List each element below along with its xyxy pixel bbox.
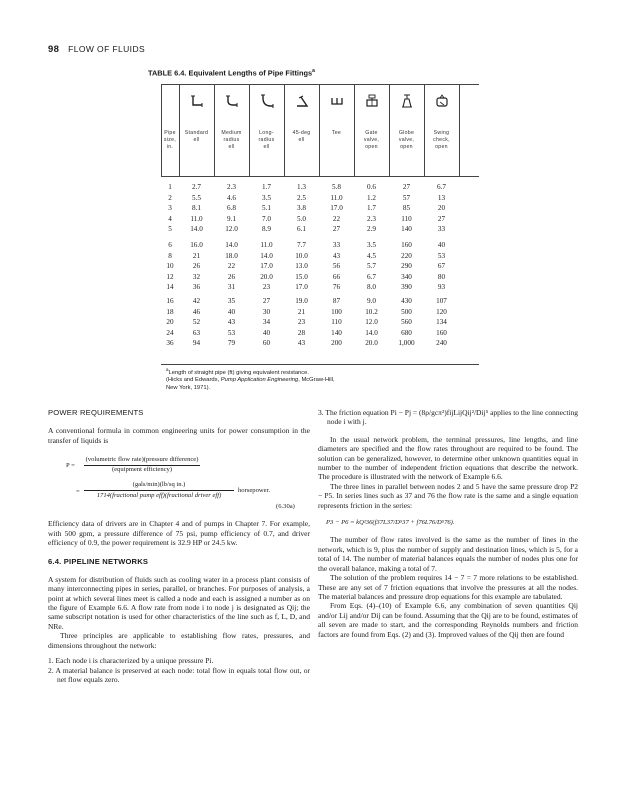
table-cell: 1,000: [398, 339, 415, 347]
column-header-line: radius: [258, 137, 275, 143]
table-cell: 6.8: [227, 204, 236, 212]
table-cell: 5.7: [367, 262, 376, 270]
list-item: 2. A material balance is preserved at each node: total flow in equals total flow out, or net flow equals zero.: [48, 665, 310, 684]
table-title-note: a: [312, 68, 315, 74]
table-cell: 390: [401, 283, 412, 291]
right-column: [318, 408, 578, 639]
pipe-size-cell: 2: [168, 193, 172, 202]
paragraph: Three principles are applicable to establishing flow rates, pressures, and dimensions throughout the network:: [48, 631, 310, 650]
column-header-line: open: [400, 144, 413, 150]
pipe-size-cell: 20: [166, 318, 174, 326]
pipe-size-cell: 16: [166, 297, 174, 305]
table-cell: 16.0: [190, 241, 203, 249]
table-cell: 42: [192, 297, 201, 305]
table-cell: 220: [401, 251, 412, 260]
table-cell: 53: [437, 251, 446, 260]
table-cell: 12.0: [225, 225, 238, 233]
table-cell: 87: [332, 297, 341, 305]
running-title: FLOW OF FLUIDS: [68, 44, 146, 54]
table-cell: 160: [436, 328, 447, 337]
table-cell: 52: [192, 318, 201, 326]
medium-radius-ell-icon: [225, 94, 239, 108]
column-header-line: ell: [193, 137, 200, 143]
table-cell: 4.6: [227, 193, 236, 202]
pipe-size-cell: 6: [168, 241, 172, 249]
table-cell: 67: [437, 262, 446, 270]
table-cell: 100: [331, 307, 342, 316]
column-header-line: Pipe: [164, 130, 176, 136]
table-cell: 22: [227, 262, 236, 270]
table-cell: 2.7: [192, 183, 201, 191]
column-header-line: 45-deg: [292, 130, 311, 136]
table-cell: 560: [401, 318, 412, 326]
equation-6-30a: P = (volumetric flow rate)(pressure difference) (equipment efficiency) = (gals/min)(lb/sq in.) 1714(fractional pump eff)(fractional driver eff) horsepower. (6.30a): [66, 456, 295, 511]
table-cell: 5.5: [192, 193, 201, 202]
column-header-line: Standard: [184, 130, 209, 136]
pipe-size-cell: 36: [166, 339, 174, 347]
equation-label: (6.30a): [276, 503, 295, 511]
column-header-line: open: [365, 144, 378, 150]
paragraph: From Eqs. (4)–(10) of Example 6.6, any combination of seven quantities Qij and/or Lij and/or Dij can be found. Assuming that the Qij are to be found, estimates of all seven are made to start, and the corresponding Reynolds numbers and friction factors are found from Eqs. (2) and (3). Improved values of the Qij then are found: [318, 601, 578, 639]
table-cell: 28: [297, 328, 306, 337]
column-header-line: check,: [433, 137, 450, 143]
paragraph: Efficiency data of drivers are in Chapter 4 and of pumps in Chapter 7. For example, with 500 gpm, a pressure difference of 75 psi, pump efficiency of 0.7, and driver efficiency of 0.9, the power requirement is 32.9 HP or 24.5 kw.: [48, 519, 310, 548]
table-cell: 107: [436, 297, 447, 305]
column-header: [354, 130, 389, 151]
table-cell: 32: [192, 272, 201, 281]
pipe-size-cell: 18: [166, 307, 174, 316]
table-cell: 2.5: [297, 193, 306, 202]
paragraph: A conventional formula in common engineering units for power consumption in the transfer of liquids is: [48, 426, 310, 445]
table-cell: 34: [262, 318, 271, 326]
series-equation: P3 − P6 = kQ²36(f37L37/D⁵37 + f76L76/D⁵76).: [326, 519, 455, 527]
paragraph: In the usual network problem, the terminal pressures, line lengths, and line diameters are specified and the flow rates throughout are required to be found. The solution can be generalized, however, to determine other unknown quantities equal in number to the number of independent friction equations that describe the network. The procedure is illustrated with the network of Example 6.6.: [318, 434, 578, 482]
principles-list: [48, 656, 310, 684]
column-header: [249, 130, 284, 151]
table-cell: 93: [437, 283, 446, 291]
table-cell: 40: [437, 241, 446, 249]
table-cell: 80: [437, 272, 446, 281]
table-cell: 60: [262, 339, 271, 347]
table-cell: 9.1: [227, 214, 236, 223]
table-cell: 19.0: [295, 297, 308, 305]
running-header: [48, 44, 145, 55]
table-cell: 63: [192, 328, 201, 337]
table-cell: 9.0: [367, 297, 376, 305]
table-title: TABLE 6.4. Equivalent Lengths of Pipe Fittings$^a$: [148, 68, 315, 78]
pipe-size-cell: 12: [166, 272, 174, 281]
table-cell: 3.5: [367, 241, 376, 249]
table-cell: 200: [331, 339, 342, 347]
table-cell: 33: [332, 241, 341, 249]
table-cell: 3.5: [262, 193, 271, 202]
column-header: [319, 130, 354, 137]
table-cell: 1.3: [297, 183, 306, 191]
table-cell: 85: [402, 204, 411, 212]
pipe-size-cell: 8: [168, 251, 172, 260]
table-cell: 35: [227, 297, 236, 305]
table-cell: 140: [331, 328, 342, 337]
column-header-line: Tee: [331, 130, 342, 136]
column-header-line: Globe: [398, 130, 415, 136]
column-header-line: radius: [223, 137, 240, 143]
table-cell: 18.0: [225, 251, 238, 260]
table-cell: 7.0: [262, 214, 271, 223]
table-cell: 17.0: [330, 204, 343, 212]
table-cell: 76: [332, 283, 341, 291]
table-cell: 11.0: [330, 193, 343, 202]
table-cell: 240: [436, 339, 447, 347]
column-header-line: open: [435, 144, 448, 150]
table-cell: 5.8: [332, 183, 341, 191]
table-bottom-rule: [161, 364, 479, 365]
table-cell: 6.1: [297, 225, 306, 233]
table-cell: 13: [437, 193, 446, 202]
table-cell: 17.0: [260, 262, 273, 270]
table-cell: 340: [401, 272, 412, 281]
table-cell: 10.2: [365, 307, 378, 316]
table-cell: 14.0: [225, 241, 238, 249]
table-cell: 14.0: [365, 328, 378, 337]
table-cell: 43: [297, 339, 306, 347]
table-cell: 290: [401, 262, 412, 270]
table-cell: 430: [401, 297, 412, 305]
column-header: [179, 130, 214, 144]
column-header-line: size,: [163, 137, 177, 143]
table-cell: 13.0: [295, 262, 308, 270]
table-cell: 2.3: [367, 214, 376, 223]
table-cell: 11.0: [260, 241, 273, 249]
tee-icon: [330, 94, 344, 108]
table-cell: 1.7: [367, 204, 376, 212]
table-cell: 94: [192, 339, 201, 347]
swing-check-icon: [435, 94, 449, 108]
table-cell: 27: [437, 214, 446, 223]
long-radius-ell-icon: [260, 94, 274, 108]
paragraph: The solution of the problem requires 14 − 7 = 7 more relations to be established. These are any set of 7 friction equations that involve the pressures at all the nodes. The material balances and pressure drop equations for this example are tabulated.: [318, 573, 578, 601]
table-footnote: $^a$Length of straight pipe (ft) giving equivalent resistance. (Hicks and Edwards, Pump Application Engineering, McGraw-Hill, New York, 1971).: [166, 367, 335, 391]
table-cell: 23: [297, 318, 306, 326]
paragraph: The number of flow rates involved is the same as the number of lines in the network, which is 9, plus the number of supply and destination lines, which is 5, for a total of 14. The number of material balances equals the number of nodes plus one for the overall balance, making a total of 7.: [318, 535, 578, 573]
column-header: [214, 130, 249, 151]
table-cell: 140: [401, 225, 412, 233]
table-cell: 110: [331, 318, 342, 326]
table-cell: 22: [332, 214, 341, 223]
column-header-line: valve,: [363, 137, 380, 143]
table-cell: 21: [192, 251, 201, 260]
pipe-size-cell: 1: [168, 183, 172, 191]
paragraph: A system for distribution of fluids such as cooling water in a process plant consists of many interconnecting pipes in series, parallel, or branches. For purposes of analysis, a point at which several lines meet is called a node and each is assigned a number as on the figure of Example 6.6. A flow rate from node i to node j is designated as Qij; the same subscript notation is used for other characteristics of the line such as f, L, D, and NRe.: [48, 574, 310, 631]
table-cell: 46: [192, 307, 201, 316]
fittings-table: [161, 84, 479, 364]
table-top-rule: [161, 84, 479, 85]
table-cell: 160: [401, 241, 412, 249]
pipe-size-cell: 4: [168, 214, 172, 223]
table-cell: 2.9: [367, 225, 376, 233]
pipe-size-cell: 14: [166, 283, 174, 291]
table-cell: 27: [262, 297, 271, 305]
pipe-size-cell: 5: [168, 225, 172, 233]
table-cell: 14.0: [260, 251, 273, 260]
pipe-size-cell: 10: [166, 262, 174, 270]
table-cell: 8.9: [262, 225, 271, 233]
table-cell: 5.1: [262, 204, 271, 212]
45-deg-ell-icon: [295, 94, 309, 108]
table-cell: 5.0: [297, 214, 306, 223]
table-cell: 4.5: [367, 251, 376, 260]
table-cell: 20.0: [365, 339, 378, 347]
table-cell: 21: [297, 307, 306, 316]
gate-valve-icon: [365, 94, 379, 108]
table-cell: 43: [332, 251, 341, 260]
table-cell: 6.7: [437, 183, 446, 191]
column-header-line: Swing: [433, 130, 450, 136]
table-header-rule: [161, 176, 479, 177]
table-cell: 20.0: [260, 272, 273, 281]
table-cell: 2.3: [227, 183, 236, 191]
table-cell: 120: [436, 307, 447, 316]
table-cell: 10.0: [295, 251, 308, 260]
column-header: [284, 130, 319, 144]
column-header-line: Gate: [365, 130, 378, 136]
table-cell: 6.7: [367, 272, 376, 281]
section-heading-networks: 6.4. PIPELINE NETWORKS: [48, 557, 149, 567]
section-heading-power: POWER REQUIREMENTS: [48, 408, 144, 417]
table-cell: 43: [227, 318, 236, 326]
column-header-line: ell: [263, 144, 270, 150]
principles-list-cont: [318, 408, 578, 427]
left-column: [48, 408, 310, 684]
list-item: 1. Each node i is characterized by a unique pressure Pi.: [48, 656, 214, 666]
column-header-line: Long-: [259, 130, 274, 136]
page-number: 98: [48, 44, 60, 55]
table-cell: 8.0: [367, 283, 376, 291]
table-cell: 23: [262, 283, 271, 291]
column-header-line: valve,: [398, 137, 415, 143]
table-cell: 11.0: [190, 214, 203, 223]
table-cell: 14.0: [190, 225, 203, 233]
table-cell: 26: [192, 262, 201, 270]
column-header-line: ell: [298, 137, 305, 143]
table-cell: 20: [437, 204, 446, 212]
table-cell: 53: [227, 328, 236, 337]
column-header: [161, 130, 179, 151]
column-header: [424, 130, 459, 151]
table-cell: 66: [332, 272, 341, 281]
list-item: 3. The friction equation Pi − Pj = (8ρ/gcπ²)fijLijQij²/Dij⁵ applies to the line connecting node i with j.: [318, 408, 578, 427]
pipe-size-cell: 3: [168, 204, 172, 212]
table-cell: 26: [227, 272, 236, 281]
table-cell: 57: [402, 193, 411, 202]
table-cell: 8.1: [192, 204, 201, 212]
table-cell: 12.0: [365, 318, 378, 326]
column-header: [389, 130, 424, 151]
table-cell: 40: [262, 328, 271, 337]
paragraph: The three lines in parallel between nodes 2 and 5 have the same pressure drop P2 − P5. In series lines such as 37 and 76 the flow rate is the same and a single equation represents friction in the series:: [318, 481, 578, 510]
globe-valve-icon: [400, 94, 414, 108]
column-header-line: in.: [166, 144, 174, 150]
column-header-line: Medium: [221, 130, 242, 136]
table-cell: 31: [227, 283, 236, 291]
table-cell: 40: [227, 307, 236, 316]
standard-ell-icon: [190, 94, 204, 108]
table-cell: 0.6: [367, 183, 376, 191]
table-cell: 3.8: [297, 204, 306, 212]
column-header-line: ell: [228, 144, 235, 150]
table-cell: 680: [401, 328, 412, 337]
table-cell: 134: [436, 318, 447, 326]
table-cell: 15.0: [295, 272, 308, 281]
table-cell: 500: [401, 307, 412, 316]
pipe-size-cell: 24: [166, 328, 174, 337]
table-cell: 56: [332, 262, 341, 270]
table-cell: 1.7: [262, 183, 271, 191]
table-cell: 27: [332, 225, 341, 233]
table-cell: 33: [437, 225, 446, 233]
table-cell: 7.7: [297, 241, 306, 249]
table-column-rule: [459, 84, 460, 176]
table-cell: 36: [192, 283, 201, 291]
table-cell: 27: [402, 183, 411, 191]
table-cell: 79: [227, 339, 236, 347]
table-cell: 1.2: [367, 193, 376, 202]
table-cell: 110: [401, 214, 412, 223]
table-cell: 30: [262, 307, 271, 316]
table-cell: 17.0: [295, 283, 308, 291]
